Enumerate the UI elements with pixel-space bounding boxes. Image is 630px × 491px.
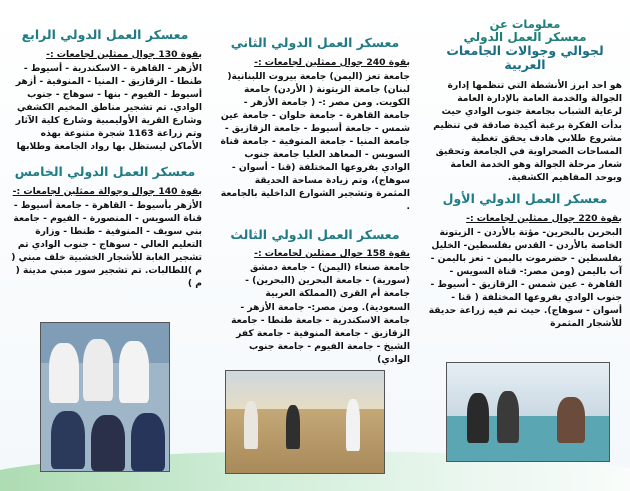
ceremony-photo [446, 362, 610, 462]
camp3-count-value: 158 [366, 248, 386, 260]
camp1-count-prefix: بقوة [600, 212, 622, 224]
intro-title-line1: معلومات عن [489, 17, 561, 31]
camp1-count [428, 212, 622, 225]
camp2-title: معسكر العمل الدولي الثاني [230, 35, 400, 50]
intro-title-line3: لجوالي وجوالات الجامعات العربية [446, 42, 604, 72]
camp3-body: جامعة صنعاء (اليمن) - جامعة دمشق (سورية) - جامعة البحرين (البحرين) - جامعة أم القرى (المملكة العربية السعودية). ومن مصر:- جامعة الأزهر - جامعة الاسكندرية - جامعة طنطا - جامعة الزقازيق - جامعة المنوفية - جامعة كفر الشيخ - جامعة الفيوم - جامعة جنوب الوادي) [231, 262, 410, 365]
camp4-count-suffix: جوال ممثلين لجامعات :- [46, 48, 156, 60]
camp5-section [8, 185, 202, 291]
camp1-title: معسكر العمل الدولي الأول [442, 190, 608, 206]
camp2-count-value: 240 [366, 56, 386, 68]
camp5-count-prefix: بقوة [180, 186, 202, 197]
camp3-title: معسكر العمل الدولي الثالث [230, 226, 400, 242]
camp1-count-value: 220 [578, 212, 598, 224]
camp4-count-prefix: بقوة [180, 48, 202, 60]
scouts-group-photo [40, 322, 170, 472]
camp2-body: جامعة تعز (اليمن) جامعة بيروت اللبنانية( لبنان) جامعة الزيتونة ( الأردن) جامعة الكويت. ومن مصر :- ( جامعة الأزهر - جامعة القاهرة - جامعة حلوان - جامعة عين شمس - جامعة أسيوط - جامعة الزقازيق - جامعة المنيا - جامعة المنوفية - جامعة قناة السويس - المعاهد العليا جامعة جنوب الوادي بفروعها المختلفة (قنا - أسوان - سوهاج)، وتم زيادة مساحة الحديقة المثمرة وتشجير الشوارع الداخلية بالجامعة . [220, 70, 410, 213]
tree-planting-photo [225, 370, 385, 474]
camp4-count-value: 130 [158, 48, 178, 60]
camp5-count [8, 185, 202, 198]
camp5-count-value: 140 [158, 186, 178, 197]
camp4-section [8, 48, 202, 154]
intro-title-line2: معسكر العمل الدولي [463, 29, 587, 44]
camp4-count [8, 48, 202, 61]
camp3-count-suffix: جوال ممثلين لجامعات :- [254, 248, 364, 260]
camp3-count [220, 247, 410, 260]
camp2-section [220, 56, 410, 214]
camp1-body: البحرين بالبحرين- مؤتة بالأردن - الزيتونة الخاصة بالأردن - القدس بفلسطين- الخليل بفلسطين - حضرموت باليمن - تعز باليمن - آب باليمن (ومن مصر:- قناة السويس - القاهرة - عين شمس - الزقازيق - أسيوط - جنوب الوادي بفروعها المختلفة ( قنا - أسوان - سوهاج). حيث تم فيه زراعة حديقة للأشجار المثمرة [428, 226, 622, 330]
camp2-count-suffix: جوال ممثلين لجامعات :- [254, 56, 364, 68]
camp2-count [220, 56, 410, 69]
camp1-count-suffix: جوال ممثلين لجامعات :- [466, 212, 576, 224]
camp3-section [220, 247, 410, 366]
camp4-title: معسكر العمل الدولي الرابع [21, 27, 189, 42]
intro-body: هو احد ابرز الأنشطة التي تنظمها إدارة الجوالة والخدمة العامة بالإدارة العامة لرعاية الشباب بجامعة جنوب الوادي حيث بدأت الفكرة برغبة أكيدة صادقة في تنظيم مشروع طلابي هادف يحقق تغطية المساحات الصحراوية في الجامعة وتحقيق شعار مرحلة الجوالة وهو الخدمة العامة وبوحد المفاهيم الكشفية. [433, 80, 622, 183]
camp3-count-prefix: بقوة [388, 248, 410, 260]
camp2-count-prefix: بقوة [388, 56, 410, 68]
intro-title [428, 18, 622, 71]
camp4-body: الأزهر - القاهرة - الاسكندرية - أسيوط - طنطا - الزقازيق - المنيا - المنوفية - أزهر أسيوط - الفيوم - بنها - سوهاج - جنوب الوادي. تم تشجير مناطق المخيم الكشفي وشارع القرية الأوليمبية وشارع كلية الآثار وتم زراعة 1163 شجرة متنوعة بهذه الأماكن ليستظل بها رواد الجامعة وطلابها [15, 62, 202, 153]
camp5-title: معسكر العمل الدولي الخامس [14, 164, 196, 180]
camp5-body: الأزهر بأسيوط - القاهرة - جامعة أسيوط - قناة السويس - المنصورة - الفيوم - جامعة بني سويف - المنوفية - طنطا - وزارة التعليم العالي - سوهاج - جنوب الوادي تم تشجير الغابة للأشجار الخشبية خلف مبني ( م )للطالبات. تم تشجير سور مبني مدينة ( م ) [11, 200, 202, 290]
camp1-section [428, 212, 622, 331]
camp5-count-suffix: جوال وجوالة ممثلين لجامعات :- [12, 186, 156, 197]
